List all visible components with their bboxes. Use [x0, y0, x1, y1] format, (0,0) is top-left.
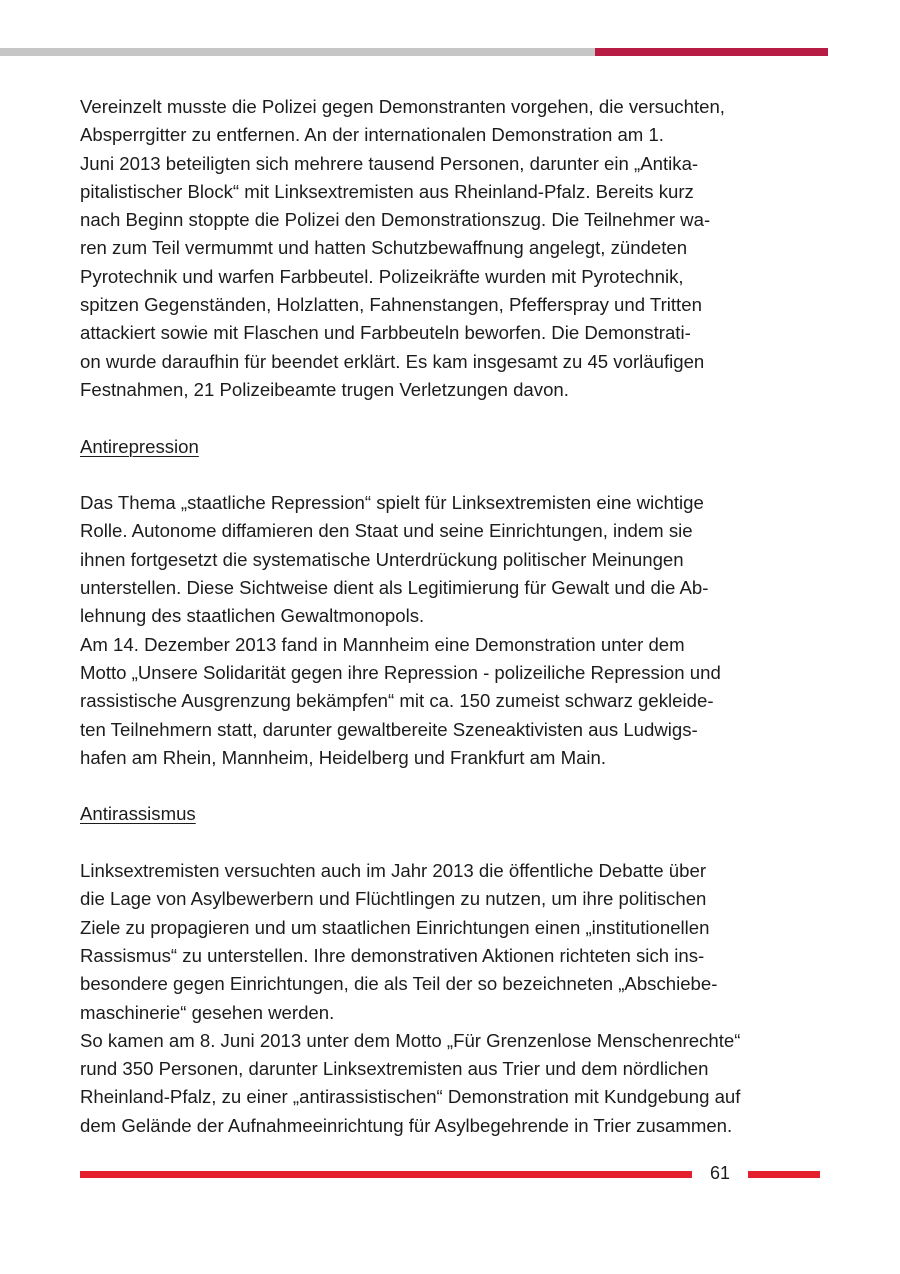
text-line: rassistische Ausgrenzung bekämpfen“ mit ca. 150 zumeist schwarz gekleide-: [80, 690, 714, 712]
text-line: So kamen am 8. Juni 2013 unter dem Motto „Für Grenzenlose Menschenrechte“: [80, 1029, 741, 1051]
text-line: spitzen Gegenständen, Holzlatten, Fahnenstangen, Pfefferspray und Tritten: [80, 294, 702, 316]
section-heading: Antirepression: [80, 435, 199, 457]
text-line: ten Teilnehmern statt, darunter gewaltbereite Szeneaktivisten aus Ludwigs-: [80, 718, 698, 740]
text-line: on wurde daraufhin für beendet erklärt. Es kam insgesamt zu 45 vorläufigen: [80, 350, 705, 372]
text-line: Rassismus“ zu unterstellen. Ihre demonstrativen Aktionen richteten sich ins-: [80, 944, 705, 966]
text-line: nach Beginn stoppte die Polizei den Demonstrationszug. Die Teilnehmer wa-: [80, 209, 711, 231]
text-line: lehnung des staatlichen Gewaltmonopols.: [80, 605, 425, 627]
text-line: hafen am Rhein, Mannheim, Heidelberg und Frankfurt am Main.: [80, 746, 607, 768]
header-bar-red: [595, 48, 828, 56]
text-line: Das Thema „staatliche Repression“ spielt für Linksextremisten eine wichtige: [80, 492, 704, 514]
text-line: rund 350 Personen, darunter Linksextremisten aus Trier und dem nördlichen: [80, 1058, 709, 1080]
text-line: Motto „Unsere Solidarität gegen ihre Repression - polizeiliche Repression und: [80, 661, 721, 683]
text-line: attackiert sowie mit Flaschen und Farbbeuteln beworfen. Die Demonstrati-: [80, 322, 691, 344]
text-line: Vereinzelt musste die Polizei gegen Demonstranten vorgehen, die versuchten,: [80, 96, 725, 117]
text-line: unterstellen. Diese Sichtweise dient als Legitimierung für Gewalt und die Ab-: [80, 577, 709, 599]
text-line: Rolle. Autonome diffamieren den Staat und seine Einrichtungen, indem sie: [80, 520, 693, 542]
text-line: pitalistischer Block“ mit Linksextremisten aus Rheinland-Pfalz. Bereits kurz: [80, 180, 694, 202]
text-line: Ziele zu propagieren und um staatlichen Einrichtungen einen „institutionellen: [80, 916, 710, 938]
text-line: Festnahmen, 21 Polizeibeamte trugen Verletzungen davon.: [80, 378, 569, 400]
text-line: dem Gelände der Aufnahmeeinrichtung für Asylbegehrende in Trier zusammen.: [80, 1114, 733, 1136]
text-line: ren zum Teil vermummt und hatten Schutzbewaffnung angelegt, zündeten: [80, 237, 688, 259]
footer-bar-right: [748, 1171, 820, 1178]
text-line: Juni 2013 beteiligten sich mehrere tausend Personen, darunter ein „Antika-: [80, 152, 699, 174]
blank-line: [80, 404, 840, 432]
text-line: Pyrotechnik und warfen Farbbeutel. Polizeikräfte wurden mit Pyrotechnik,: [80, 265, 684, 287]
text-line: Rheinland-Pfalz, zu einer „antirassistischen“ Demonstration mit Kundgebung auf: [80, 1086, 741, 1108]
page-number: 61: [709, 1163, 731, 1183]
blank-line: [80, 772, 840, 800]
text-line: Am 14. Dezember 2013 fand in Mannheim eine Demonstration unter dem: [80, 633, 685, 655]
footer-bar-left: [80, 1171, 692, 1178]
section-heading: Antirassismus: [80, 803, 196, 825]
blank-line: [80, 461, 840, 489]
text-line: Absperrgitter zu entfernen. An der internationalen Demonstration am 1.: [80, 124, 664, 146]
text-line: besondere gegen Einrichtungen, die als Teil der so bezeichneten „Abschiebe-: [80, 973, 718, 995]
blank-line: [80, 829, 840, 857]
text-line: Linksextremisten versuchten auch im Jahr 2013 die öffentliche Debatte über: [80, 860, 707, 882]
text-line: ihnen fortgesetzt die systematische Unterdrückung politischer Meinungen: [80, 548, 684, 570]
header-bar-gray: [0, 48, 595, 56]
text-line: die Lage von Asylbewerbern und Flüchtlingen zu nutzen, um ihre politischen: [80, 888, 707, 910]
text-line: maschinerie“ gesehen werden.: [80, 1001, 335, 1023]
page-body: [80, 93, 840, 1140]
